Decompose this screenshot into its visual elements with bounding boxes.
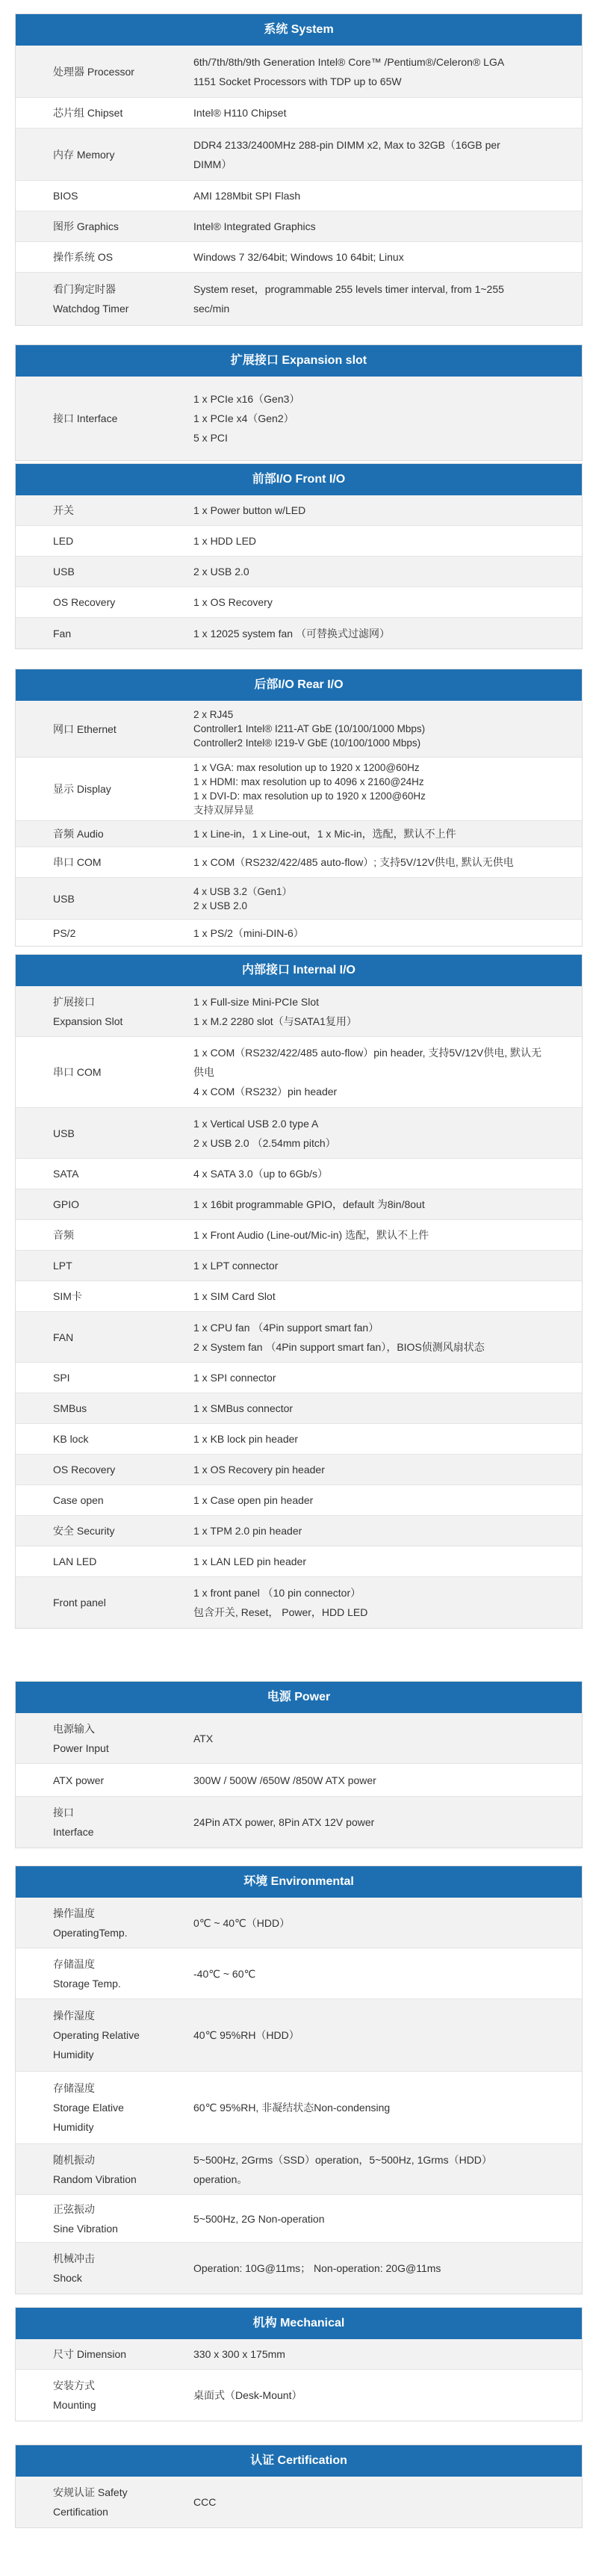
spec-value-line: 2 x USB 2.0 (193, 566, 249, 578)
spec-label (16, 557, 158, 586)
spec-label-line: Expansion Slot (53, 1015, 123, 1027)
spec-label (16, 1108, 158, 1158)
spec-row (16, 1108, 582, 1159)
spec-row (16, 377, 582, 460)
spec-value (158, 273, 582, 325)
spec-label (16, 1797, 158, 1848)
spec-value (158, 1393, 582, 1423)
spec-label-line: LAN LED (53, 1555, 97, 1567)
spec-value-line: operation。 (193, 2173, 248, 2185)
spec-value (158, 46, 582, 97)
spec-label (16, 46, 158, 97)
spec-row (16, 758, 582, 821)
spec-label (16, 1577, 158, 1628)
section-title: 系统 System (16, 14, 582, 46)
spec-value (158, 1312, 582, 1362)
spec-label-line: 显示 Display (53, 783, 111, 795)
section-title: 内部接口 Internal I/O (16, 955, 582, 986)
spec-value-line: Intel® H110 Chipset (193, 107, 287, 119)
spec-value (158, 1363, 582, 1393)
spec-label-line: OS Recovery (53, 1464, 116, 1476)
spec-label-line: BIOS (53, 190, 78, 202)
section-title: 环境 Environmental (16, 1866, 582, 1898)
spec-value (158, 1424, 582, 1454)
spec-section (15, 13, 583, 326)
spec-label (16, 495, 158, 525)
spec-value-line: 桌面式（Desk-Mount） (193, 2389, 302, 2401)
spec-row (16, 1251, 582, 1281)
spec-row (16, 129, 582, 181)
spec-label-line: 机械冲击 (53, 2253, 95, 2264)
spec-label-line: 安装方式 (53, 2380, 95, 2391)
spec-value-line: Controller1 Intel® I211-AT GbE (10/100/1000 Mbps) (193, 723, 426, 734)
spec-label-line: KB lock (53, 1433, 89, 1445)
spec-label (16, 98, 158, 128)
spec-label (16, 242, 158, 272)
spec-label-line: USB (53, 892, 75, 905)
spec-value-line: 1 x SIM Card Slot (193, 1290, 276, 1302)
spec-value-line: Controller2 Intel® I219-V GbE (10/100/1000 Mbps) (193, 737, 421, 749)
spec-label-line: Humidity (53, 2049, 94, 2061)
spec-value (158, 1251, 582, 1281)
spec-label (16, 1948, 158, 1998)
spec-row (16, 1312, 582, 1363)
spec-label (16, 1281, 158, 1311)
spec-value (158, 1108, 582, 1158)
spec-value-line: sec/min (193, 303, 230, 315)
spec-label-line: 随机振动 (53, 2153, 95, 2166)
spec-row (16, 587, 582, 618)
spec-row (16, 1485, 582, 1516)
spec-label-line: Watchdog Timer (53, 303, 129, 315)
spec-row (16, 878, 582, 920)
spec-value-line: 4 x SATA 3.0（up to 6Gb/s） (193, 1168, 329, 1180)
spec-value (158, 98, 582, 128)
spec-value-line: 1 x front panel （10 pin connector） (193, 1587, 361, 1599)
spec-label (16, 1189, 158, 1219)
spec-label (16, 618, 158, 648)
spec-value-line: 5~500Hz, 2Grms（SSD）operation，5~500Hz, 1Grms（HDD） (193, 2153, 492, 2166)
spec-row (16, 1393, 582, 1424)
spec-label-line: Power Input (53, 1741, 109, 1754)
spec-label-line: 操作系统 OS (53, 251, 114, 263)
spec-value-line: 供电 (193, 1066, 214, 1078)
spec-label (16, 1424, 158, 1454)
spec-label (16, 2195, 158, 2242)
spec-label (16, 526, 158, 556)
spec-label-line: SMBus (53, 1402, 87, 1414)
spec-value-line: System reset，programmable 255 levels timer interval, from 1~255 (193, 283, 504, 295)
spec-value-line: 1 x Power button w/LED (193, 504, 306, 516)
spec-row (16, 986, 582, 1037)
spec-value-line: 300W / 500W /650W /850W ATX power (193, 1774, 376, 1786)
spec-value-line: 6th/7th/8th/9th Generation Intel® Core™ /Pentium®/Celeron® LGA (193, 55, 505, 68)
spec-row (16, 1424, 582, 1455)
spec-label (16, 2144, 158, 2194)
spec-value-line: 1 x 12025 system fan （可替换式过滤网） (193, 627, 390, 640)
spec-row (16, 2477, 582, 2527)
spec-label-line: 音频 Audio (53, 828, 104, 840)
spec-value (158, 701, 582, 757)
spec-label (16, 701, 158, 757)
spec-value-line: 1 x OS Recovery pin header (193, 1464, 325, 1476)
spec-label (16, 1999, 158, 2071)
spec-row (16, 1898, 582, 1948)
spec-value-line: 1 x TPM 2.0 pin header (193, 1525, 302, 1537)
spec-label-line: Case open (53, 1494, 104, 1506)
spec-label-line: 扩展接口 (53, 995, 95, 1008)
spec-label (16, 1898, 158, 1948)
spec-label-line: Mounting (53, 2399, 96, 2411)
spec-label-line: Shock (53, 2272, 82, 2284)
spec-value-line: 1 x COM（RS232/422/485 auto-flow）pin header, 支持5V/12V供电, 默认无 (193, 1047, 542, 1059)
spec-label-line: Certification (53, 2506, 108, 2518)
spec-label (16, 2072, 158, 2143)
spec-row (16, 242, 582, 273)
spec-row (16, 2072, 582, 2144)
spec-value (158, 211, 582, 241)
spec-value (158, 1999, 582, 2071)
spec-value (158, 1764, 582, 1796)
spec-row (16, 1577, 582, 1628)
spec-value (158, 1189, 582, 1219)
section-title: 扩展接口 Expansion slot (16, 345, 582, 377)
spec-value-line: Operation: 10G@11ms； Non-operation: 20G@11ms (193, 2262, 441, 2274)
spec-value-line: ATX (193, 1732, 214, 1744)
spec-label (16, 1220, 158, 1250)
spec-label-line: LED (53, 535, 74, 547)
spec-label (16, 758, 158, 820)
spec-label (16, 2370, 158, 2421)
spec-label (16, 1251, 158, 1281)
spec-row (16, 526, 582, 557)
spec-value-line: 1 x Front Audio (Line-out/Mic-in) 选配，默认不上件 (193, 1229, 429, 1241)
spec-row (16, 1948, 582, 1999)
spec-label-line: 串口 COM (53, 1066, 102, 1078)
section-title: 机构 Mechanical (16, 2308, 582, 2339)
spec-row (16, 1546, 582, 1577)
spec-section (15, 1866, 583, 2294)
spec-row (16, 181, 582, 211)
spec-label-line: 存储湿度 (53, 2082, 95, 2094)
spec-label (16, 181, 158, 211)
spec-value-line: CCC (193, 2496, 217, 2508)
spec-value (158, 2370, 582, 2421)
spec-value-line: 1 x COM（RS232/422/485 auto-flow）; 支持5V/12V供电, 默认无供电 (193, 856, 514, 868)
spec-label (16, 377, 158, 460)
spec-value (158, 1455, 582, 1484)
spec-value (158, 1948, 582, 1998)
spec-row (16, 495, 582, 526)
spec-label-line: 操作温度 (53, 1907, 95, 1919)
spec-row (16, 618, 582, 648)
spec-row (16, 1455, 582, 1485)
spec-section (15, 2445, 583, 2528)
spec-section (15, 344, 583, 461)
spec-value-line: AMI 128Mbit SPI Flash (193, 190, 301, 202)
spec-label (16, 129, 158, 180)
spec-label (16, 1516, 158, 1546)
spec-row (16, 273, 582, 325)
section-title: 后部I/O Rear I/O (16, 669, 582, 701)
spec-value-line: 1 x OS Recovery (193, 596, 273, 608)
spec-value (158, 181, 582, 211)
spec-value (158, 1546, 582, 1576)
spec-value (158, 495, 582, 525)
spec-label (16, 273, 158, 325)
spec-row (16, 1220, 582, 1251)
spec-value (158, 878, 582, 919)
spec-label-line: 内存 Memory (53, 148, 115, 161)
spec-label (16, 211, 158, 241)
spec-value (158, 1159, 582, 1189)
spec-row (16, 2195, 582, 2243)
spec-label-line: Storage Temp. (53, 1977, 121, 1990)
spec-section (15, 669, 583, 947)
spec-value-line: 0℃ ~ 40℃（HDD） (193, 1916, 291, 1929)
spec-value (158, 758, 582, 820)
spec-row (16, 1189, 582, 1220)
spec-label-line: 芯片组 Chipset (53, 107, 123, 119)
spec-value-line: 1 x Vertical USB 2.0 type A (193, 1117, 319, 1130)
spec-label-line: 正弦振动 (53, 2202, 95, 2215)
spec-value (158, 1485, 582, 1515)
spec-row (16, 847, 582, 878)
spec-label (16, 2243, 158, 2294)
spec-value-line: 330 x 300 x 175mm (193, 2348, 285, 2360)
spec-value-line: 1 x VGA: max resolution up to 1920 x 1200@60Hz (193, 762, 420, 773)
spec-value (158, 1220, 582, 1250)
spec-row (16, 1363, 582, 1393)
spec-label-line: USB (53, 566, 75, 578)
spec-label-line: Sine Vibration (53, 2222, 118, 2235)
spec-section (15, 2307, 583, 2421)
spec-value-line: 1 x PCIe x4（Gen2） (193, 412, 294, 424)
spec-value (158, 1281, 582, 1311)
spec-label-line: 串口 COM (53, 856, 102, 868)
section-title: 电源 Power (16, 1682, 582, 1713)
spec-label-line: 安规认证 Safety (53, 2486, 128, 2498)
spec-value-line: 包含开关, Reset， Power，HDD LED (193, 1606, 368, 1618)
spec-label (16, 587, 158, 617)
spec-value-line: 2 x RJ45 (193, 709, 234, 720)
spec-row (16, 2339, 582, 2370)
spec-value-line: 1 x M.2 2280 slot（与SATA1复用） (193, 1015, 357, 1027)
spec-value (158, 1577, 582, 1628)
spec-value (158, 526, 582, 556)
spec-value-line: 1151 Socket Processors with TDP up to 65W (193, 75, 402, 87)
spec-value (158, 2144, 582, 2194)
spec-value-line: Windows 7 32/64bit; Windows 10 64bit; Linux (193, 251, 404, 263)
spec-label (16, 1363, 158, 1393)
spec-label (16, 1546, 158, 1576)
spec-value-line: -40℃ ~ 60℃ (193, 1967, 256, 1980)
spec-value-line: 1 x HDMI: max resolution up to 4096 x 2160@24Hz (193, 776, 424, 787)
spec-label-line: Random Vibration (53, 2173, 137, 2185)
spec-row (16, 2243, 582, 2294)
spec-value (158, 557, 582, 586)
spec-row (16, 46, 582, 98)
spec-value (158, 242, 582, 272)
spec-value (158, 986, 582, 1036)
spec-label-line: 图形 Graphics (53, 220, 119, 232)
spec-label-line: 安全 Security (53, 1525, 115, 1537)
spec-label (16, 847, 158, 877)
spec-label (16, 1312, 158, 1362)
spec-row (16, 211, 582, 242)
spec-value (158, 1898, 582, 1948)
section-title: 认证 Certification (16, 2445, 582, 2477)
spec-row (16, 1159, 582, 1189)
spec-label-line: ATX power (53, 1774, 105, 1786)
spec-value (158, 618, 582, 648)
spec-label-line: 接口 Interface (53, 412, 118, 424)
spec-label (16, 878, 158, 919)
spec-value-line: 1 x LPT connector (193, 1260, 279, 1272)
spec-value-line: Intel® Integrated Graphics (193, 220, 316, 232)
spec-label-line: Operating Relative (53, 2029, 140, 2041)
spec-value-line: 4 x USB 3.2（Gen1） (193, 885, 293, 897)
spec-row (16, 1281, 582, 1312)
spec-value-line: 5 x PCI (193, 432, 228, 444)
spec-value-line: DDR4 2133/2400MHz 288-pin DIMM x2, Max to 32GB（16GB per (193, 138, 500, 151)
spec-label-line: 看门狗定时器 (53, 283, 116, 295)
spec-value (158, 920, 582, 946)
spec-label (16, 1455, 158, 1484)
spec-label (16, 1485, 158, 1515)
spec-row (16, 1999, 582, 2072)
spec-label (16, 2339, 158, 2369)
spec-label-line: Humidity (53, 2121, 94, 2133)
spec-value-line: 24Pin ATX power, 8Pin ATX 12V power (193, 1816, 375, 1828)
spec-label-line: Front panel (53, 1597, 106, 1609)
spec-label (16, 2477, 158, 2527)
spec-row (16, 1797, 582, 1848)
spec-row (16, 920, 582, 946)
spec-label-line: SATA (53, 1168, 79, 1180)
spec-value (158, 2072, 582, 2143)
spec-value-line: 1 x HDD LED (193, 535, 257, 547)
spec-value (158, 1037, 582, 1107)
spec-label-line: Fan (53, 627, 72, 640)
spec-label-line: FAN (53, 1331, 74, 1343)
spec-label-line: Interface (53, 1826, 94, 1838)
spec-label-line: SPI (53, 1372, 70, 1384)
spec-value (158, 1713, 582, 1763)
spec-value-line: 1 x DVI-D: max resolution up to 1920 x 1200@60Hz (193, 790, 426, 802)
spec-label-line: 电源输入 (53, 1722, 95, 1735)
spec-label-line: USB (53, 1127, 75, 1139)
spec-section (15, 954, 583, 1629)
spec-value-line: 1 x SPI connector (193, 1372, 276, 1384)
spec-value (158, 129, 582, 180)
spec-label (16, 1159, 158, 1189)
spec-row (16, 1037, 582, 1108)
spec-label-line: OS Recovery (53, 596, 116, 608)
spec-value (158, 2339, 582, 2369)
spec-value-line: 2 x System fan （4Pin support smart fan），BIOS侦测风扇状态 (193, 1340, 485, 1353)
spec-label-line: GPIO (53, 1198, 80, 1210)
spec-label (16, 1037, 158, 1107)
spec-section (15, 463, 583, 649)
spec-label-line: 尺寸 Dimension (53, 2348, 127, 2360)
spec-value-line: 1 x Case open pin header (193, 1494, 314, 1506)
spec-section (15, 1681, 583, 1848)
spec-value-line: DIMM） (193, 158, 232, 170)
spec-value-line: 2 x USB 2.0 （2.54mm pitch） (193, 1136, 336, 1149)
spec-row (16, 1764, 582, 1797)
spec-value-line: 1 x PCIe x16（Gen3） (193, 393, 300, 405)
spec-value-line: 1 x Line-in，1 x Line-out，1 x Mic-in，选配，默认不上件 (193, 828, 456, 840)
spec-value-line: 4 x COM（RS232）pin header (193, 1086, 338, 1097)
section-title: 前部I/O Front I/O (16, 464, 582, 495)
spec-label (16, 821, 158, 846)
spec-row (16, 2144, 582, 2195)
spec-value-line: 60℃ 95%RH, 非凝结状态Non-condensing (193, 2102, 391, 2114)
spec-value-line: 支持双屏异显 (193, 805, 254, 816)
spec-row (16, 557, 582, 587)
spec-row (16, 1516, 582, 1546)
spec-row (16, 98, 582, 129)
spec-label-line: 开关 (53, 504, 74, 516)
spec-label-line: SIM卡 (53, 1290, 82, 1302)
spec-label-line: 存储温度 (53, 1957, 95, 1970)
spec-row (16, 1713, 582, 1764)
spec-label (16, 1764, 158, 1796)
spec-label (16, 1393, 158, 1423)
spec-value (158, 2195, 582, 2242)
spec-label-line: 音频 (53, 1229, 74, 1241)
spec-row (16, 701, 582, 758)
spec-value-line: 1 x KB lock pin header (193, 1433, 299, 1445)
spec-value-line: 40℃ 95%RH（HDD） (193, 2029, 299, 2041)
spec-label (16, 920, 158, 946)
spec-label-line: 处理器 Processor (53, 65, 134, 78)
spec-value-line: 1 x LAN LED pin header (193, 1555, 306, 1567)
spec-value (158, 1797, 582, 1848)
spec-value (158, 2477, 582, 2527)
spec-label-line: Storage Elative (53, 2102, 124, 2114)
spec-value (158, 587, 582, 617)
spec-label (16, 1713, 158, 1763)
spec-label (16, 986, 158, 1036)
spec-value (158, 2243, 582, 2294)
spec-value (158, 377, 582, 460)
spec-label-line: LPT (53, 1260, 72, 1272)
spec-value-line: 1 x SMBus connector (193, 1402, 294, 1414)
spec-value (158, 847, 582, 877)
spec-value (158, 1516, 582, 1546)
spec-value-line: 1 x 16bit programmable GPIO，default 为8in/8out (193, 1198, 425, 1210)
spec-value-line: 5~500Hz, 2G Non-operation (193, 2212, 325, 2225)
spec-row (16, 2370, 582, 2421)
spec-row (16, 821, 582, 847)
spec-label-line: 操作湿度 (53, 2010, 95, 2022)
spec-value-line: 1 x CPU fan （4Pin support smart fan） (193, 1321, 379, 1334)
spec-value-line: 2 x USB 2.0 (193, 900, 248, 911)
spec-label-line: PS/2 (53, 926, 76, 939)
spec-label-line: OperatingTemp. (53, 1926, 128, 1939)
spec-label-line: 网口 Ethernet (53, 722, 117, 735)
spec-value (158, 821, 582, 846)
spec-value-line: 1 x Full-size Mini-PCIe Slot (193, 995, 320, 1008)
spec-label-line: 接口 (53, 1806, 74, 1818)
spec-value-line: 1 x PS/2（mini-DIN-6） (193, 926, 304, 939)
